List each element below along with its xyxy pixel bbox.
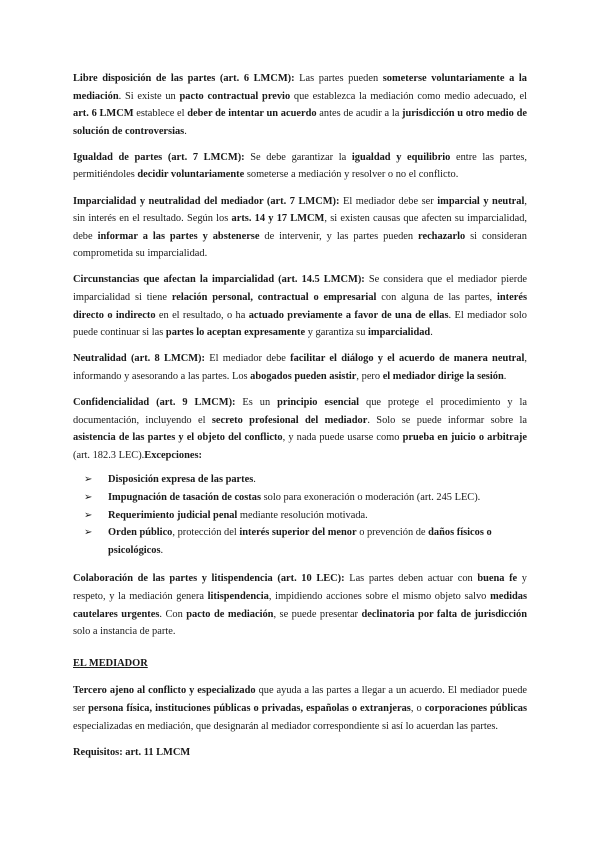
text-run: , sin interés en el resultado. Según los	[73, 195, 527, 225]
text-run: someterse a mediación y resolver o no el conflicto.	[244, 169, 459, 181]
bold-text-run: igualdad y equilibrio	[351, 151, 451, 163]
bold-text-run: secreto profesional del mediador	[211, 414, 368, 426]
bold-text-run: jurisdicción u otro medio de solución de controversias	[73, 108, 527, 137]
list-item-text	[108, 510, 368, 521]
bold-text-run: deber de intentar un acuerdo	[187, 108, 317, 120]
bold-text-run: litispendencia	[207, 590, 269, 602]
bold-text-run: facilitar el diálogo y el acuerdo de manera neutral	[290, 353, 525, 365]
text-run: especializadas en mediación, que designarán al mediador correspondiente si así lo acuerdan las partes.	[73, 720, 498, 732]
bold-text-run: abogados pueden asistir	[250, 370, 357, 382]
paragraph-confidencialidad	[73, 394, 527, 464]
paragraph-neutralidad	[73, 350, 527, 385]
paragraph-igualdad-partes	[73, 149, 527, 184]
text-run: Las partes pueden	[294, 73, 383, 84]
arrow-bullet-icon: ➢	[84, 509, 93, 521]
bold-text-run: Orden público	[108, 527, 173, 539]
text-run: y respeto, y la mediación genera	[73, 573, 527, 602]
text-run: Se debe garantizar la	[244, 151, 352, 163]
bold-text-run: el mediador dirige la sesión	[382, 370, 504, 382]
list-item-text	[108, 474, 256, 485]
text-run: entre las partes, permitiéndoles	[73, 151, 527, 181]
paragraph-circunstancias-imparcialidad	[73, 271, 527, 341]
bold-text-run: Libre disposición de las partes (art. 6 LMCM):	[73, 73, 295, 84]
text-run: . Si existe un	[118, 90, 180, 102]
arrow-bullet-icon: ➢	[84, 527, 93, 539]
text-run: , y nada puede usarse como	[282, 432, 403, 444]
text-run: , informando y asesorando a las partes. Los	[73, 353, 527, 382]
text-run: , si existen causas que afecten su imparcialidad, debe	[73, 213, 528, 242]
bold-text-run: asistencia de las partes y el objeto del conflicto	[73, 432, 283, 444]
text-run: .	[253, 474, 256, 486]
bold-text-run: declinatoria por falta de jurisdicción	[361, 608, 527, 620]
text-run: Es un	[235, 397, 278, 408]
text-run: Se considera que el mediador pierde imparcialidad si tiene	[73, 274, 527, 304]
text-run: . Con	[159, 608, 187, 620]
paragraph-libre-disposicion	[73, 70, 527, 140]
text-run: en el resultado, o ha	[155, 309, 249, 321]
bold-text-run: principio esencial	[277, 397, 360, 408]
bold-text-run: imparcialidad	[368, 327, 431, 339]
text-run: que ayuda a las partes a llegar a un acuerdo. El mediador puede ser	[73, 685, 528, 714]
text-run: (art. 182.3 LEC).	[73, 449, 145, 461]
bold-text-run: persona física, instituciones públicas o privadas, españolas o extranjeras	[88, 702, 411, 714]
bold-text-run: prueba en juicio o arbitraje	[402, 432, 527, 444]
text-run: El mediador debe	[204, 353, 291, 365]
text-run: , pero	[356, 370, 383, 382]
bold-text-run: art. 6 LMCM	[73, 108, 134, 120]
bold-text-run: someterse voluntariamente a la mediación	[73, 73, 527, 102]
text-run: mediante resolución motivada.	[237, 509, 368, 521]
list-item	[73, 524, 527, 559]
bold-text-run: pacto contractual previo	[179, 90, 291, 102]
text-run: antes de acudir a la	[316, 108, 403, 120]
exceptions-list	[73, 471, 527, 559]
text-run: .	[503, 370, 507, 382]
bold-text-run: Circunstancias que afectan la imparcialidad (art. 14.5 LMCM):	[73, 274, 365, 286]
bold-text-run: relación personal, contractual o empresarial	[171, 292, 377, 304]
bold-text-run: partes lo aceptan expresamente	[165, 327, 306, 339]
text-run: y garantiza su	[305, 327, 369, 339]
bold-text-run: buena fe	[477, 573, 518, 585]
bold-text-run: Neutralidad (art. 8 LMCM):	[73, 353, 205, 365]
paragraph-imparcialidad-neutralidad	[73, 193, 527, 263]
text-run: El mediador debe ser	[339, 195, 438, 207]
text-run: de intervenir, y las partes pueden	[259, 230, 419, 242]
text-run: , protección del	[172, 527, 240, 539]
list-item	[73, 471, 527, 489]
bold-text-run: daños físicos o psicológicos	[108, 527, 492, 556]
paragraph-requisitos	[73, 744, 527, 762]
text-run: si consideran comprometida su imparcialidad.	[73, 230, 527, 260]
bold-text-run: interés superior del menor	[239, 527, 357, 539]
text-run: .	[184, 125, 187, 137]
text-run: solo a instancia de parte.	[73, 626, 176, 638]
bold-text-run: Igualdad de partes (art. 7 LMCM):	[73, 151, 245, 163]
bold-text-run: actuado previamente a favor de una de ellas	[248, 309, 449, 321]
bold-text-run: informar a las partes y abstenerse	[97, 230, 260, 242]
bold-text-run: rechazarlo	[418, 230, 466, 242]
text-run: .	[430, 327, 433, 339]
text-run: .	[160, 544, 164, 556]
bold-text-run: corporaciones públicas	[424, 702, 528, 714]
list-item-text	[108, 527, 492, 556]
bold-text-run: Colaboración de las partes y litispendencia (art. 10 LEC):	[73, 573, 345, 585]
bold-text-run: Imparcialidad y neutralidad del mediador (art. 7 LMCM):	[73, 195, 340, 207]
section-heading-el-mediador: EL MEDIADOR	[73, 657, 148, 669]
document-page	[73, 70, 527, 770]
bold-text-run: pacto de mediación	[186, 608, 274, 620]
bold-text-run: Requerimiento judicial penal	[108, 509, 238, 521]
text-run: que establezca la mediación como medio adecuado, el	[290, 90, 527, 102]
arrow-bullet-icon: ➢	[84, 474, 93, 486]
text-run: solo para exoneración o moderación (art. 245 LEC).	[261, 491, 481, 503]
bold-text-run: Requisitos: art. 11 LMCM	[73, 746, 191, 758]
bold-text-run: Disposición expresa de las partes	[108, 474, 254, 486]
text-run: . Solo se puede informar sobre la	[367, 414, 527, 426]
text-run: establece el	[133, 108, 188, 120]
bold-text-run: imparcial y neutral	[437, 195, 525, 207]
arrow-bullet-icon: ➢	[84, 491, 93, 503]
bold-text-run: Tercero ajeno al conflicto y especializado	[73, 685, 256, 697]
text-run: , impidiendo acciones sobre el mismo objeto salvo	[268, 590, 491, 602]
bold-text-run: Confidencialidad (art. 9 LMCM):	[73, 397, 236, 408]
bold-text-run: decidir voluntariamente	[137, 169, 245, 181]
text-run: Las partes deben actuar con	[344, 573, 478, 585]
paragraph-colaboracion-litispendencia	[73, 570, 527, 640]
text-run: . El mediador solo puede continuar si las	[73, 309, 527, 339]
text-run: o prevención de	[356, 527, 429, 539]
paragraph-tercero-ajeno	[73, 682, 527, 735]
bold-text-run: medidas cautelares urgentes	[73, 590, 528, 620]
bold-text-run: Impugnación de tasación de costas	[108, 491, 261, 503]
bold-text-run: Excepciones:	[144, 449, 202, 461]
list-item	[73, 489, 527, 507]
list-item	[73, 507, 527, 525]
bold-text-run: interés directo o indirecto	[73, 292, 527, 321]
text-run: que protege el procedimiento y la documentación, incluyendo el	[73, 397, 528, 426]
list-item-text	[108, 492, 480, 503]
text-run: , o	[410, 702, 425, 714]
text-run: , se puede presentar	[273, 608, 362, 620]
text-run: con alguna de las partes,	[376, 292, 497, 304]
bold-text-run: arts. 14 y 17 LMCM	[231, 213, 325, 225]
